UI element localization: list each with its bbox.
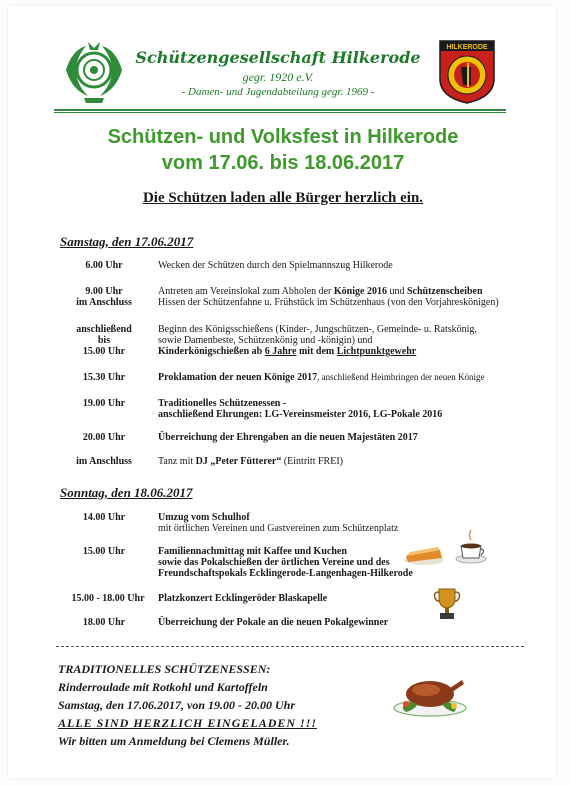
badge-top-text: HILKERODE bbox=[446, 44, 488, 51]
event-text: Platzkonzert Ecklingeröder Blaskapelle bbox=[158, 593, 328, 604]
trophy-icon bbox=[432, 586, 462, 622]
club-logo-icon bbox=[62, 40, 126, 106]
event-text: Antreten am Vereinslokal zum Abholen der Könige 2016 und Schützenscheiben bbox=[158, 286, 483, 297]
event-text: Überreichung der Ehrengaben an die neuen Majestäten 2017 bbox=[158, 432, 418, 443]
event-text: Kinderkönigschießen ab 6 Jahre mit dem Lichtpunktgewehr bbox=[158, 346, 417, 357]
roast-dish-icon bbox=[392, 666, 468, 718]
footer-time: Samstag, den 17.06.2017, von 19.00 - 20.00 Uhr bbox=[58, 698, 296, 712]
event-text: sowie das Pokalschießen der örtlichen Vereine und des bbox=[158, 557, 390, 568]
event-time: anschließend bbox=[76, 324, 132, 335]
event-time: 15.00 Uhr bbox=[82, 346, 126, 357]
event-text: mit örtlichen Vereinen und Gastvereinen zum Schützenplatz bbox=[158, 523, 399, 534]
event-time: 19.00 Uhr bbox=[82, 398, 126, 409]
schedule-row bbox=[64, 398, 524, 420]
event-dates: vom 17.06. bis 18.06.2017 bbox=[161, 152, 405, 174]
sunday-heading: Sonntag, den 18.06.2017 bbox=[60, 485, 193, 500]
footer-heading: TRADITIONELLES SCHÜTZENESSEN: bbox=[58, 662, 271, 676]
cake-slice-icon bbox=[402, 538, 446, 566]
event-text: Freundschaftspokals Ecklingerode-Langenhagen-Hilkerode bbox=[158, 568, 413, 579]
club-subdivision: - Damen- und Jugendabteilung gegr. 1969 - bbox=[181, 86, 375, 98]
event-text: Überreichung der Pokale an die neuen Pokalgewinner bbox=[158, 617, 389, 628]
flyer-page bbox=[8, 6, 556, 778]
event-time: im Anschluss bbox=[76, 456, 132, 467]
header-divider-thin bbox=[54, 112, 506, 113]
event-text: Proklamation der neuen Könige 2017, anschließend Heimbringen der neuen Könige bbox=[158, 372, 485, 383]
event-text: Beginn des Königsschießens (Kinder-, Jungschützen-, Gemeinde- u. Ratskönig, bbox=[158, 324, 477, 335]
event-title: Schützen- und Volksfest in Hilkerode bbox=[107, 126, 459, 148]
event-time: 15.30 Uhr bbox=[82, 372, 126, 383]
schedule-row bbox=[64, 286, 524, 308]
footer-registration: Wir bitten um Anmeldung bei Clemens Müller. bbox=[58, 734, 290, 748]
footer-divider bbox=[56, 646, 524, 647]
event-text: Umzug vom Schulhof bbox=[158, 512, 250, 523]
event-time: 18.00 Uhr bbox=[82, 617, 126, 628]
footer-invite: ALLE SIND HERZLICH EINGELADEN !!! bbox=[58, 716, 318, 730]
event-time: im Anschluss bbox=[76, 297, 132, 308]
event-text: Tanz mit DJ „Peter Fütterer“ (Eintritt FREI) bbox=[158, 456, 343, 467]
event-text: Wecken der Schützen durch den Spielmannszug Hilkerode bbox=[158, 260, 393, 271]
event-time: 15.00 - 18.00 Uhr bbox=[71, 593, 145, 604]
event-text: Traditionelles Schützenessen - bbox=[158, 398, 287, 409]
event-time: bis bbox=[97, 335, 111, 346]
footer-menu: Rinderroulade mit Rotkohl und Kartoffeln bbox=[58, 680, 268, 694]
event-time: 6.00 Uhr bbox=[85, 260, 123, 271]
club-founded: gegr. 1920 e.V. bbox=[242, 70, 314, 84]
event-text: sowie Damenbeste, Schützenkönig und -königin) und bbox=[158, 335, 373, 346]
schedule-row bbox=[64, 324, 524, 357]
club-badge-icon bbox=[438, 39, 496, 105]
event-time: 9.00 Uhr bbox=[85, 286, 123, 297]
club-name: Schützengesellschaft Hilkerode bbox=[135, 48, 421, 67]
saturday-heading: Samstag, den 17.06.2017 bbox=[60, 234, 194, 249]
event-time: 15.00 Uhr bbox=[82, 546, 126, 557]
event-text: anschließend Ehrungen: LG-Vereinsmeister 2016, LG-Pokale 2016 bbox=[158, 409, 443, 420]
event-time: 20.00 Uhr bbox=[82, 432, 126, 443]
coffee-cup-icon bbox=[454, 528, 488, 564]
event-text: Hissen der Schützenfahne u. Frühstück im Schützenhaus (von den Vorjahreskönigen) bbox=[158, 297, 499, 308]
event-text: Familiennachmittag mit Kaffee und Kuchen bbox=[158, 546, 347, 557]
invitation-line: Die Schützen laden alle Bürger herzlich ein. bbox=[142, 190, 424, 206]
header-divider bbox=[54, 109, 506, 111]
event-time: 14.00 Uhr bbox=[82, 512, 126, 523]
